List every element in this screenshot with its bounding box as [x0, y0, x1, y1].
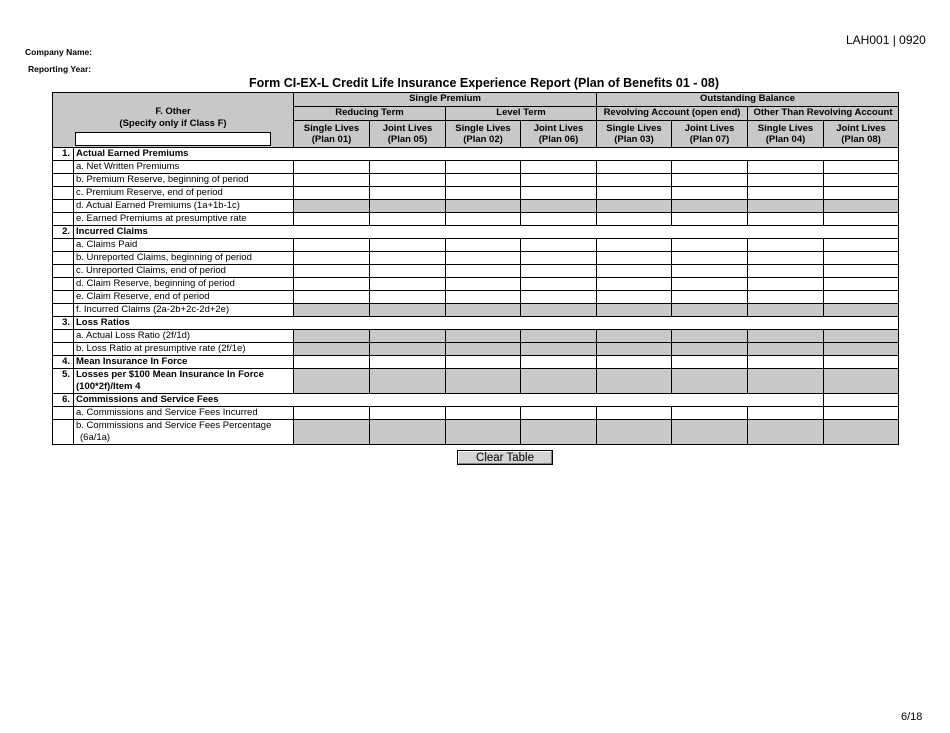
calculated-cell [824, 369, 899, 394]
entry-cell[interactable] [294, 356, 370, 369]
entry-cell[interactable] [597, 407, 672, 420]
column-header-plan-07: Joint Lives (Plan 07) [672, 120, 748, 148]
entry-cell[interactable] [370, 252, 446, 265]
column-header-plan-06: Joint Lives (Plan 06) [521, 120, 597, 148]
entry-cell[interactable] [294, 213, 370, 226]
table-row [53, 265, 899, 278]
section-row [53, 148, 899, 161]
entry-cell[interactable] [521, 252, 597, 265]
table-row [53, 200, 899, 213]
entry-cell[interactable] [294, 265, 370, 278]
entry-cell[interactable] [370, 174, 446, 187]
calculated-cell [294, 369, 370, 394]
calculated-cell [370, 343, 446, 356]
calculated-cell [446, 330, 521, 343]
table-row [53, 291, 899, 304]
entry-cell[interactable] [521, 239, 597, 252]
calculated-cell [597, 420, 672, 445]
calculated-cell [597, 369, 672, 394]
clear-table-button[interactable]: Clear Table [457, 450, 553, 465]
calculated-cell [521, 343, 597, 356]
entry-cell[interactable] [370, 213, 446, 226]
entry-cell[interactable] [672, 161, 748, 174]
entry-cell[interactable] [597, 252, 672, 265]
entry-cell[interactable] [294, 174, 370, 187]
calculated-cell [521, 369, 597, 394]
entry-cell[interactable] [446, 174, 521, 187]
company-name-label: Company Name: [25, 47, 93, 57]
other-class-title: F. Other [155, 106, 191, 117]
entry-cell[interactable] [748, 356, 824, 369]
entry-cell[interactable] [597, 278, 672, 291]
row-label: d. Claim Reserve, beginning of period [74, 278, 294, 291]
calculated-cell [597, 304, 672, 317]
calculated-cell [672, 343, 748, 356]
entry-cell[interactable] [370, 161, 446, 174]
row-label: a. Actual Loss Ratio (2f/1d) [74, 330, 294, 343]
calculated-cell [446, 420, 521, 445]
entry-cell[interactable] [446, 356, 521, 369]
entry-cell[interactable] [294, 239, 370, 252]
entry-cell[interactable] [446, 252, 521, 265]
section-title: Incurred Claims [74, 226, 899, 239]
section-title: Commissions and Service Fees [74, 394, 824, 407]
column-header-plan-04: Single Lives (Plan 04) [748, 120, 824, 148]
entry-cell[interactable] [824, 187, 899, 200]
table-row [53, 420, 899, 445]
calculated-cell [672, 200, 748, 213]
calculated-cell [748, 343, 824, 356]
form-title: Form CI-EX-L Credit Life Insurance Experience Report (Plan of Benefits 01 - 08) [248, 76, 719, 90]
entry-cell[interactable] [521, 278, 597, 291]
calculated-cell [521, 200, 597, 213]
calculated-cell [294, 200, 370, 213]
row-label: d. Actual Earned Premiums (1a+1b-1c) [74, 200, 294, 213]
entry-cell[interactable] [672, 239, 748, 252]
row-label: a. Net Written Premiums [74, 161, 294, 174]
calculated-cell [672, 420, 748, 445]
row-label: a. Commissions and Service Fees Incurred [74, 407, 294, 420]
other-class-header [53, 93, 294, 148]
section-title: Loss Ratios [74, 317, 899, 330]
entry-cell[interactable] [748, 265, 824, 278]
entry-cell[interactable] [824, 174, 899, 187]
entry-cell[interactable] [521, 174, 597, 187]
reporting-year-label: Reporting Year: [28, 64, 92, 74]
calculated-cell [824, 304, 899, 317]
entry-cell[interactable] [672, 265, 748, 278]
section-number: 1. [53, 148, 74, 161]
entry-cell[interactable] [597, 239, 672, 252]
calculated-cell [370, 304, 446, 317]
row-label: c. Unreported Claims, end of period [74, 265, 294, 278]
calculated-cell [521, 330, 597, 343]
entry-cell[interactable] [446, 161, 521, 174]
entry-cell[interactable] [370, 278, 446, 291]
entry-cell[interactable] [672, 174, 748, 187]
calculated-cell [597, 330, 672, 343]
entry-cell[interactable] [370, 187, 446, 200]
entry-cell[interactable] [748, 161, 824, 174]
blank-cell [824, 394, 899, 407]
calculated-cell [446, 304, 521, 317]
experience-report-table [52, 92, 899, 445]
section-row [53, 356, 899, 369]
table-row [53, 304, 899, 317]
row-label: e. Earned Premiums at presumptive rate [74, 213, 294, 226]
table-row [53, 330, 899, 343]
level-term-header: Level Term [446, 106, 597, 120]
entry-cell[interactable] [521, 407, 597, 420]
row-label: b. Loss Ratio at presumptive rate (2f/1e) [74, 343, 294, 356]
table-row [53, 161, 899, 174]
entry-cell[interactable] [597, 213, 672, 226]
column-header-plan-05: Joint Lives (Plan 05) [370, 120, 446, 148]
entry-cell[interactable] [824, 239, 899, 252]
calculated-cell [370, 420, 446, 445]
calculated-cell [672, 304, 748, 317]
entry-cell[interactable] [446, 407, 521, 420]
section-title: Actual Earned Premiums [74, 148, 899, 161]
table-row [53, 278, 899, 291]
table-row [53, 407, 899, 420]
calculated-cell [824, 343, 899, 356]
entry-cell[interactable] [672, 407, 748, 420]
entry-cell[interactable] [824, 278, 899, 291]
entry-cell[interactable] [521, 213, 597, 226]
calculated-cell [672, 369, 748, 394]
calculated-cell [824, 330, 899, 343]
calculated-cell [370, 369, 446, 394]
row-label: e. Claim Reserve, end of period [74, 291, 294, 304]
section-number: 2. [53, 226, 74, 239]
entry-cell[interactable] [446, 187, 521, 200]
table-row [53, 252, 899, 265]
table-row [53, 239, 899, 252]
calculated-cell [294, 330, 370, 343]
row-label: a. Claims Paid [74, 239, 294, 252]
section-number: 4. [53, 356, 74, 369]
entry-cell[interactable] [824, 356, 899, 369]
calculated-cell [748, 200, 824, 213]
entry-cell[interactable] [748, 278, 824, 291]
section-row [53, 394, 899, 407]
entry-cell[interactable] [824, 213, 899, 226]
entry-cell[interactable] [748, 213, 824, 226]
column-header-plan-08: Joint Lives (Plan 08) [824, 120, 899, 148]
other-class-instruction: (Specify only if Class F) [119, 118, 227, 129]
calculated-cell [446, 200, 521, 213]
entry-cell[interactable] [824, 407, 899, 420]
entry-cell[interactable] [824, 161, 899, 174]
entry-cell[interactable] [672, 252, 748, 265]
entry-cell[interactable] [294, 252, 370, 265]
entry-cell[interactable] [370, 265, 446, 278]
entry-cell[interactable] [748, 252, 824, 265]
row-label: b. Premium Reserve, beginning of period [74, 174, 294, 187]
calculated-cell [748, 304, 824, 317]
calculated-cell [748, 369, 824, 394]
entry-cell[interactable] [672, 291, 748, 304]
section-row [53, 226, 899, 239]
other-class-input[interactable] [75, 132, 271, 146]
entry-cell[interactable] [597, 174, 672, 187]
entry-cell[interactable] [597, 187, 672, 200]
single-premium-header: Single Premium [294, 93, 597, 107]
section-number: 5. [53, 369, 74, 394]
entry-cell[interactable] [521, 356, 597, 369]
entry-cell[interactable] [672, 278, 748, 291]
entry-cell[interactable] [521, 291, 597, 304]
section-title: Losses per $100 Mean Insurance In Force (100*2f)/Item 4 [74, 369, 294, 394]
entry-cell[interactable] [597, 356, 672, 369]
row-label: f. Incurred Claims (2a-2b+2c-2d+2e) [74, 304, 294, 317]
table-row [53, 174, 899, 187]
table-row [53, 343, 899, 356]
header-row-1 [53, 93, 899, 107]
calculated-cell [597, 343, 672, 356]
calculated-cell [672, 330, 748, 343]
entry-cell[interactable] [824, 252, 899, 265]
row-label: c. Premium Reserve, end of period [74, 187, 294, 200]
entry-cell[interactable] [748, 174, 824, 187]
entry-cell[interactable] [446, 213, 521, 226]
entry-cell[interactable] [748, 291, 824, 304]
entry-cell[interactable] [521, 161, 597, 174]
section-number: 3. [53, 317, 74, 330]
entry-cell[interactable] [748, 187, 824, 200]
entry-cell[interactable] [294, 187, 370, 200]
entry-cell[interactable] [294, 278, 370, 291]
form-code: LAH001 | 0920 [846, 33, 926, 47]
entry-cell[interactable] [370, 407, 446, 420]
column-header-plan-02: Single Lives (Plan 02) [446, 120, 521, 148]
entry-cell[interactable] [597, 265, 672, 278]
column-header-plan-03: Single Lives (Plan 03) [597, 120, 672, 148]
entry-cell[interactable] [370, 356, 446, 369]
entry-cell[interactable] [748, 407, 824, 420]
calculated-cell [748, 330, 824, 343]
calculated-cell [597, 200, 672, 213]
entry-cell[interactable] [446, 265, 521, 278]
section-number: 6. [53, 394, 74, 407]
calculated-cell [294, 304, 370, 317]
calculated-cell [294, 420, 370, 445]
entry-cell[interactable] [672, 356, 748, 369]
entry-cell[interactable] [446, 291, 521, 304]
entry-cell[interactable] [370, 239, 446, 252]
other-revolving-header: Other Than Revolving Account [748, 106, 899, 120]
entry-cell[interactable] [748, 239, 824, 252]
entry-cell[interactable] [597, 291, 672, 304]
entry-cell[interactable] [294, 161, 370, 174]
entry-cell[interactable] [521, 187, 597, 200]
entry-cell[interactable] [446, 239, 521, 252]
entry-cell[interactable] [521, 265, 597, 278]
calculated-cell [748, 420, 824, 445]
row-label: b. Unreported Claims, beginning of period [74, 252, 294, 265]
calculated-cell [370, 330, 446, 343]
section-row [53, 369, 899, 394]
calculated-cell [446, 343, 521, 356]
calculated-cell [521, 420, 597, 445]
page-number: 6/18 [901, 711, 923, 723]
calculated-cell [521, 304, 597, 317]
reducing-term-header: Reducing Term [294, 106, 446, 120]
entry-cell[interactable] [672, 213, 748, 226]
entry-cell[interactable] [672, 187, 748, 200]
calculated-cell [370, 200, 446, 213]
entry-cell[interactable] [824, 265, 899, 278]
calculated-cell [446, 369, 521, 394]
row-label: b. Commissions and Service Fees Percentage (6a/1a) [74, 420, 294, 445]
column-header-plan-01: Single Lives (Plan 01) [294, 120, 370, 148]
entry-cell[interactable] [446, 278, 521, 291]
section-title: Mean Insurance In Force [74, 356, 294, 369]
revolving-account-header: Revolving Account (open end) [597, 106, 748, 120]
calculated-cell [824, 200, 899, 213]
table-row [53, 213, 899, 226]
entry-cell[interactable] [597, 161, 672, 174]
calculated-cell [824, 420, 899, 445]
entry-cell[interactable] [824, 291, 899, 304]
calculated-cell [294, 343, 370, 356]
outstanding-balance-header: Outstanding Balance [597, 93, 899, 107]
table-row [53, 187, 899, 200]
entry-cell[interactable] [370, 291, 446, 304]
section-row [53, 317, 899, 330]
entry-cell[interactable] [294, 291, 370, 304]
entry-cell[interactable] [294, 407, 370, 420]
